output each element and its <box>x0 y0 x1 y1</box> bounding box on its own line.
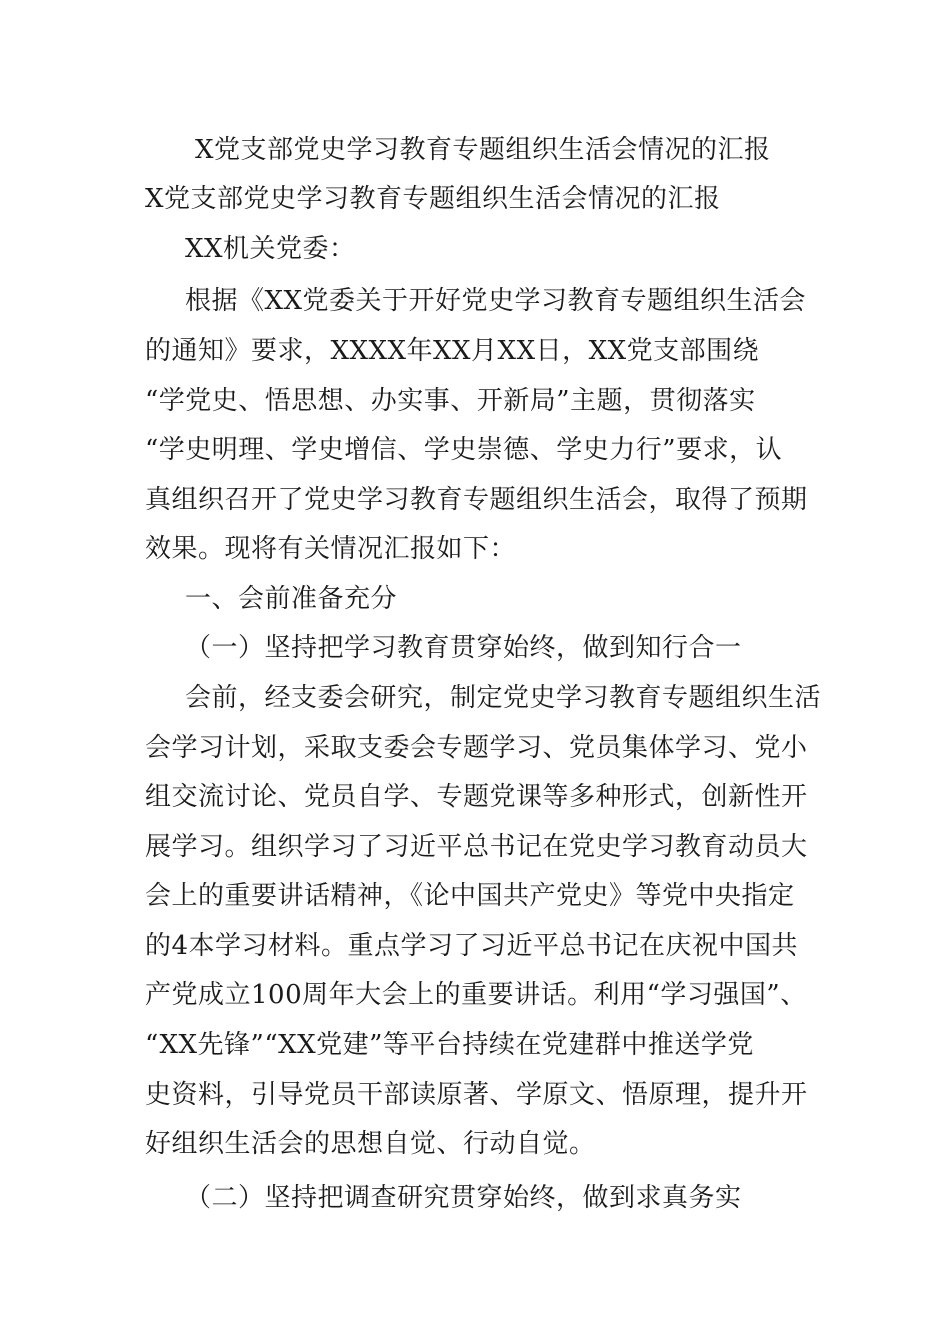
paragraph-line: 真组织召开了党史学习教育专题组织生活会，取得了预期 <box>145 485 808 515</box>
paragraph-line: 史资料，引导党员干部读原著、学原文、悟原理，提升开 <box>145 1080 808 1110</box>
document-title-repeat: X党支部党史学习教育专题组织生活会情况的汇报 <box>145 184 721 214</box>
addressee: XX机关党委： <box>185 234 356 264</box>
paragraph-line: “XX先锋”“XX党建”等平台持续在党建群中推送学党 <box>145 1030 754 1060</box>
paragraph-line: “学党史、悟思想、办实事、开新局”主题，贯彻落实 <box>145 386 756 416</box>
paragraph-line: 会上的重要讲话精神，《论中国共产党史》等党中央指定 <box>145 881 795 911</box>
paragraph-line: 好组织生活会的思想自觉、行动自觉。 <box>145 1129 596 1159</box>
paragraph-line: 效果。现将有关情况汇报如下： <box>145 534 517 564</box>
paragraph-line: 产党成立100周年大会上的重要讲话。利用“学习强国”、 <box>145 980 807 1010</box>
subsection-heading: （一）坚持把学习教育贯穿始终，做到知行合一 <box>185 633 742 663</box>
subsection-heading: （二）坚持把调查研究贯穿始终，做到求真务实 <box>185 1183 742 1213</box>
paragraph-line: 的通知》要求，XXXX年XX月XX日，XX党支部围绕 <box>145 336 760 366</box>
paragraph-line: 会前，经支委会研究，制定党史学习教育专题组织生活 <box>185 683 822 713</box>
paragraph-line: 根据《XX党委关于开好党史学习教育专题组织生活会 <box>185 286 807 316</box>
document-title: X党支部党史学习教育专题组织生活会情况的汇报 <box>195 135 771 165</box>
paragraph-line: 会学习计划，采取支委会专题学习、党员集体学习、党小 <box>145 733 808 763</box>
section-heading: 一、会前准备充分 <box>185 584 398 614</box>
paragraph-line: 组交流讨论、党员自学、专题党课等多种形式，创新性开 <box>145 782 808 812</box>
paragraph-line: “学史明理、学史增信、学史崇德、学史力行”要求，认 <box>145 435 783 465</box>
paragraph-line: 的4本学习材料。重点学习了习近平总书记在庆祝中国共 <box>145 931 799 961</box>
paragraph-line: 展学习。组织学习了习近平总书记在党史学习教育动员大 <box>145 832 808 862</box>
